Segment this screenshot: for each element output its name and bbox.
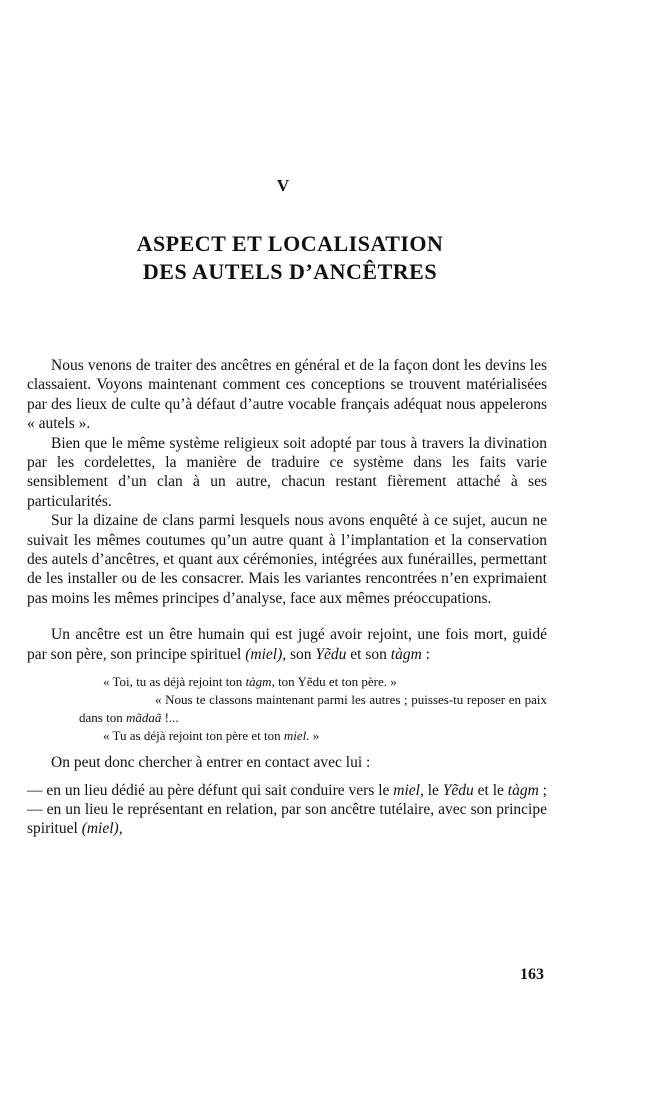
item-1-text-b: le bbox=[423, 781, 443, 799]
p4-text-d: : bbox=[421, 645, 430, 663]
list-item-2 bbox=[27, 800, 547, 839]
list-item-1 bbox=[27, 781, 547, 800]
p4-term-tagm: tàgm bbox=[390, 645, 422, 663]
quote-3 bbox=[27, 727, 547, 745]
p4-term-miel: (miel), bbox=[245, 645, 287, 663]
chapter-title-line-1: ASPECT ET LOCALISATION bbox=[136, 231, 444, 256]
quote-3-term-miel: miel. bbox=[283, 728, 310, 744]
p4-text-b: son bbox=[286, 645, 316, 663]
chapter-title bbox=[60, 230, 520, 286]
paragraph-2: Bien que le même système religieux soit adopté par tous à travers la divination par les cordelettes, la manière de traduire ce système dans les faits varie sensiblement d’un clan à un autre, chacun restant fièrement attaché à ses particularités. bbox=[27, 434, 547, 510]
body-text bbox=[27, 356, 547, 839]
item-1-term-miel: miel, bbox=[393, 781, 424, 799]
item-1-term-yedu: Yẽdu bbox=[442, 781, 474, 799]
paragraph-gap bbox=[27, 608, 547, 625]
p4-text-a: Un ancêtre est un être humain qui est jugé avoir rejoint, une fois mort, guidé par son père, son principe spirituel bbox=[27, 626, 547, 663]
quote-2-text-a: « Nous te classons maintenant parmi les autres ; puisses-tu reposer en paix dans ton bbox=[79, 692, 547, 726]
item-1-text-d: ; bbox=[538, 781, 547, 799]
item-1-text-a: — en un lieu dédié au père défunt qui sait conduire vers le bbox=[27, 781, 394, 799]
item-2-term-miel: (miel), bbox=[81, 820, 123, 838]
quote-1-text-a: « Toi, tu as déjà rejoint ton bbox=[103, 674, 246, 690]
paragraph-4 bbox=[27, 625, 547, 664]
paragraph-1: Nous venons de traiter des ancêtres en général et de la façon dont les devins les classaient. Voyons maintenant comment ces conceptions se trouvent matérialisées par des lieux de culte qu’à défaut d’autre vocable français adéquat nous appelerons « autels ». bbox=[27, 357, 547, 433]
quote-3-text-a: « Tu as déjà rejoint ton père et ton bbox=[103, 728, 284, 744]
quote-1-text-b: ton Yẽdu et ton père. » bbox=[274, 674, 397, 690]
paragraph-5: On peut donc chercher à entrer en contact avec lui : bbox=[51, 754, 371, 772]
item-1-text-c: et le bbox=[473, 781, 508, 799]
item-1-term-tagm: tàgm bbox=[507, 781, 539, 799]
chapter-title-line-2: DES AUTELS D’ANCÊTRES bbox=[142, 259, 438, 284]
page-number: 163 bbox=[520, 966, 544, 983]
quote-1-term-tagm: tàgm, bbox=[245, 674, 275, 690]
p4-term-yedu: Yẽdu bbox=[315, 645, 347, 663]
quote-2-term-madaa: mãdaã bbox=[125, 710, 162, 726]
paragraph-3: Sur la dizaine de clans parmi lesquels nous avons enquêté à ce sujet, aucun ne suivait les mêmes coutumes qu’un autre quant à l’implantation et la conservation des autels d’ancêtres, et quant aux cérémonies, intégrées aux funérailles, permettant de les installer ou de les consacrer. Mais les variantes rencontrées n’en exprimaient pas moins les mêmes principes d’analyse, face aux mêmes préoccupations. bbox=[27, 512, 547, 607]
quote-1 bbox=[27, 673, 547, 691]
quote-2-text-b: !... bbox=[161, 710, 179, 726]
quote-2 bbox=[79, 691, 547, 727]
chapter-number: V bbox=[276, 176, 290, 195]
p4-text-c: et son bbox=[346, 645, 391, 663]
item-2-text-a: — en un lieu le représentant en relation, par son ancêtre tutélaire, avec son principe spirituel bbox=[27, 800, 547, 838]
quote-3-text-b: » bbox=[309, 728, 320, 744]
